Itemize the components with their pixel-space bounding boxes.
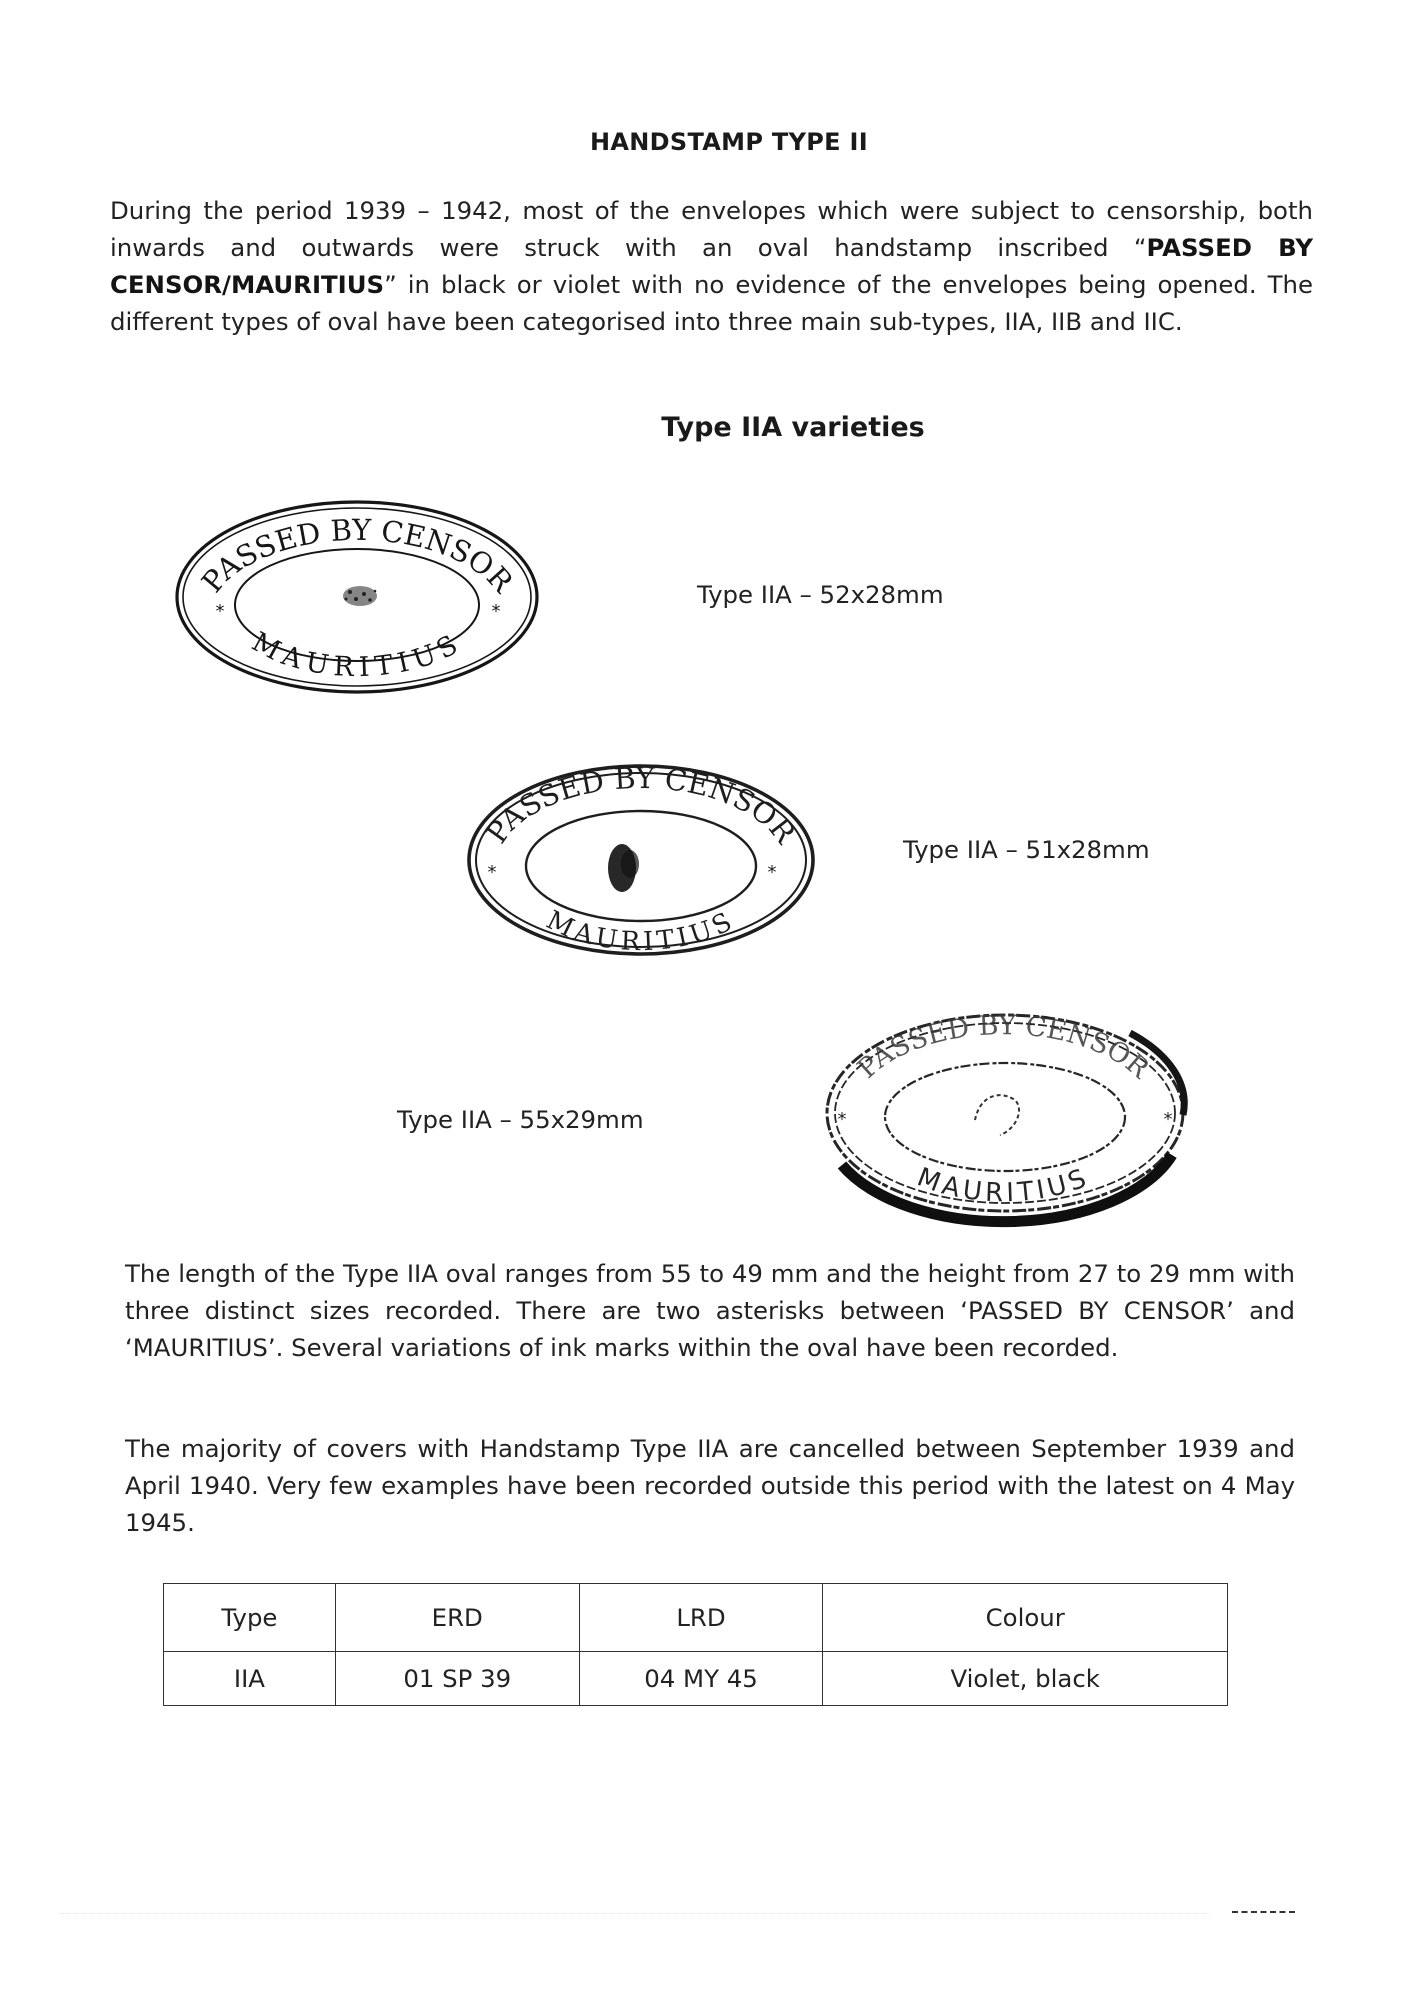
stamp3-ink-mark: [975, 1095, 1019, 1135]
cell-colour: Violet, black: [823, 1652, 1228, 1706]
size-description-paragraph: The length of the Type IIA oval ranges from 55 to 49 mm and the height from 27 to 29 mm with three distinct sizes recorded. There are two asterisks between ‘PASSED BY CENSOR’ and ‘MAURITIUS’. Several variations of ink marks within the oval have been recorded.: [125, 1259, 1295, 1362]
stamp1-bottom-text: MAURITIUS: [246, 626, 469, 684]
stamp3-asterisk-right: *: [1163, 1109, 1173, 1130]
header-colour: Colour: [823, 1584, 1228, 1652]
table-header-row: [164, 1584, 1228, 1652]
stamp2-asterisk-right: *: [767, 862, 777, 883]
stamp2-bottom-text: MAURITIUS: [541, 905, 741, 958]
page-heading: HANDSTAMP TYPE II: [590, 128, 868, 156]
stamp3-asterisk-left: *: [837, 1109, 847, 1130]
variety-label-1: Type IIA – 52x28mm: [697, 580, 944, 609]
censor-handstamp-image-1: [170, 495, 545, 700]
intro-bold-inscription: PASSED BY CENSOR/MAURITIUS: [110, 233, 1313, 299]
intro-text-part2: ” in black or violet with no evidence of the envelopes being opened. The different types of oval have been categorised into three main sub-types, IIA, IIB and IIC.: [110, 270, 1313, 336]
stamp1-asterisk-right: *: [491, 601, 501, 622]
cell-erd: 01 SP 39: [335, 1652, 579, 1706]
footer-dash-mark: [1232, 1911, 1295, 1913]
censor-handstamp-image-2: [462, 760, 820, 960]
stamp3-top-text: PASSED BY CENSOR: [851, 1010, 1155, 1085]
table-row: [164, 1652, 1228, 1706]
stamp2-asterisk-left: *: [487, 862, 497, 883]
intro-paragraph: [110, 192, 1313, 340]
cell-lrd: 04 MY 45: [579, 1652, 823, 1706]
intro-text-part1: During the period 1939 – 1942, most of the envelopes which were subject to censorship, both inwards and outwards were struck with an oval handstamp inscribed “: [110, 196, 1313, 262]
variety-label-2: Type IIA – 51x28mm: [903, 835, 1150, 864]
stamp3-bottom-text: MAURITIUS: [913, 1162, 1095, 1209]
header-erd: ERD: [335, 1584, 579, 1652]
header-type: Type: [164, 1584, 336, 1652]
scan-artifact-line: [60, 1913, 1210, 1914]
header-lrd: LRD: [579, 1584, 823, 1652]
stamp1-top-text: PASSED BY CENSOR: [194, 512, 520, 599]
cell-type: IIA: [164, 1652, 336, 1706]
stamp1-asterisk-left: *: [215, 601, 225, 622]
stamp1-ink-mark: [343, 586, 377, 606]
variety-label-3: Type IIA – 55x29mm: [397, 1105, 644, 1134]
stamp2-top-text: PASSED BY CENSOR: [479, 760, 803, 850]
censor-handstamp-image-3: [800, 1005, 1200, 1220]
dates-table: [163, 1583, 1228, 1706]
stamp2-ink-mark: [608, 844, 639, 892]
date-range-paragraph: The majority of covers with Handstamp Type IIA are cancelled between September 1939 and April 1940. Very few examples have been recorded outside this period with the latest on 4 May 1945.: [125, 1434, 1295, 1537]
section-subheading: Type IIA varieties: [661, 412, 925, 443]
